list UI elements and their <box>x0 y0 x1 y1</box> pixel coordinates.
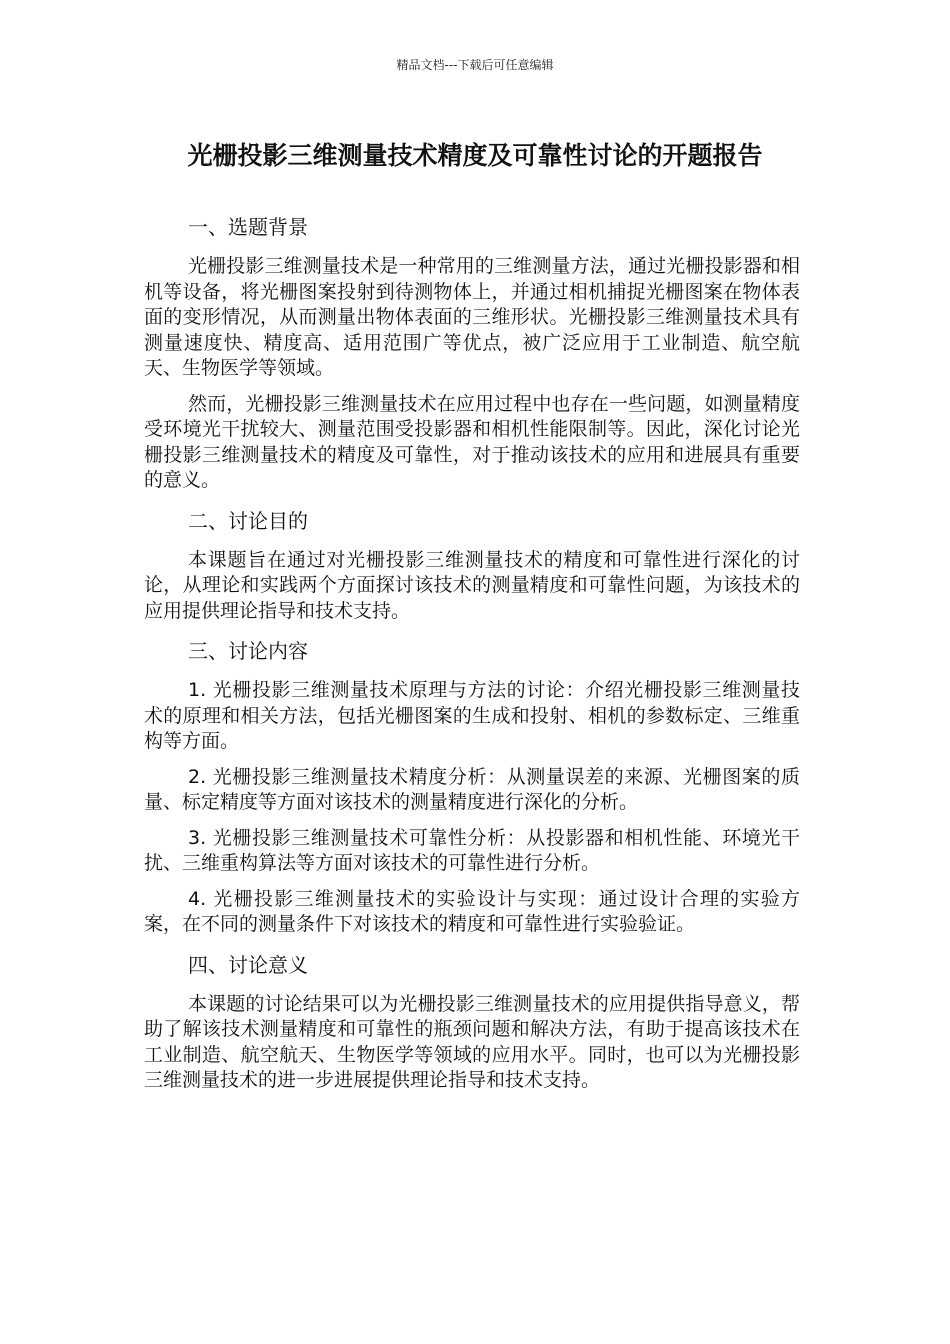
section-heading-background: 一、选题背景 <box>188 215 308 239</box>
content-item-4: 4. 光栅投影三维测量技术的实验设计与实现：通过设计合理的实验方案，在不同的测量条件下对该技术的精度和可靠性进行实验验证。 <box>144 887 800 935</box>
section-heading-content: 三、讨论内容 <box>188 639 308 663</box>
document-title: 光栅投影三维测量技术精度及可靠性讨论的开题报告 <box>187 141 763 170</box>
content-item-3: 3. 光栅投影三维测量技术可靠性分析：从投影器和相机性能、环境光干扰、三维重构算法等方面对该技术的可靠性进行分析。 <box>144 826 800 874</box>
paragraph-background-2: 然而，光栅投影三维测量技术在应用过程中也存在一些问题，如测量精度受环境光干扰较大、测量范围受投影器和相机性能限制等。因此，深化讨论光栅投影三维测量技术的精度及可靠性，对于推动该技术的应用和进展具有重要的意义。 <box>144 392 800 491</box>
section-heading-significance: 四、讨论意义 <box>188 952 308 977</box>
paragraph-background-1: 光栅投影三维测量技术是一种常用的三维测量方法，通过光栅投影器和相机等设备，将光栅图案投射到待测物体上，并通过相机捕捉光栅图案在物体表面的变形情况，从而测量出物体表面的三维形状。光栅投影三维测量技术具有测量速度快、精度高、适用范围广等优点，被广泛应用于工业制造、航空航天、生物医学等领域。 <box>144 255 800 379</box>
section-heading-purpose: 二、讨论目的 <box>188 508 308 533</box>
content-item-1: 1. 光栅投影三维测量技术原理与方法的讨论：介绍光栅投影三维测量技术的原理和相关方法，包括光栅图案的生成和投射、相机的参数标定、三维重构等方面。 <box>144 679 800 752</box>
paragraph-purpose: 本课题旨在通过对光栅投影三维测量技术的精度和可靠性进行深化的讨论，从理论和实践两个方面探讨该技术的测量精度和可靠性问题，为该技术的应用提供理论指导和技术支持。 <box>144 548 800 622</box>
content-item-2: 2. 光栅投影三维测量技术精度分析：从测量误差的来源、光栅图案的质量、标定精度等方面对该技术的测量精度进行深化的分析。 <box>144 765 800 813</box>
page-header-note: 精品文档---下载后可任意编辑 <box>396 58 554 72</box>
paragraph-significance: 本课题的讨论结果可以为光栅投影三维测量技术的应用提供指导意义，帮助了解该技术测量精度和可靠性的瓶颈问题和解决方法，有助于提高该技术在工业制造、航空航天、生物医学等领域的应用水平。同时，也可以为光栅投影三维测量技术的进一步进展提供理论指导和技术支持。 <box>144 992 800 1091</box>
document-body <box>144 210 800 1104</box>
